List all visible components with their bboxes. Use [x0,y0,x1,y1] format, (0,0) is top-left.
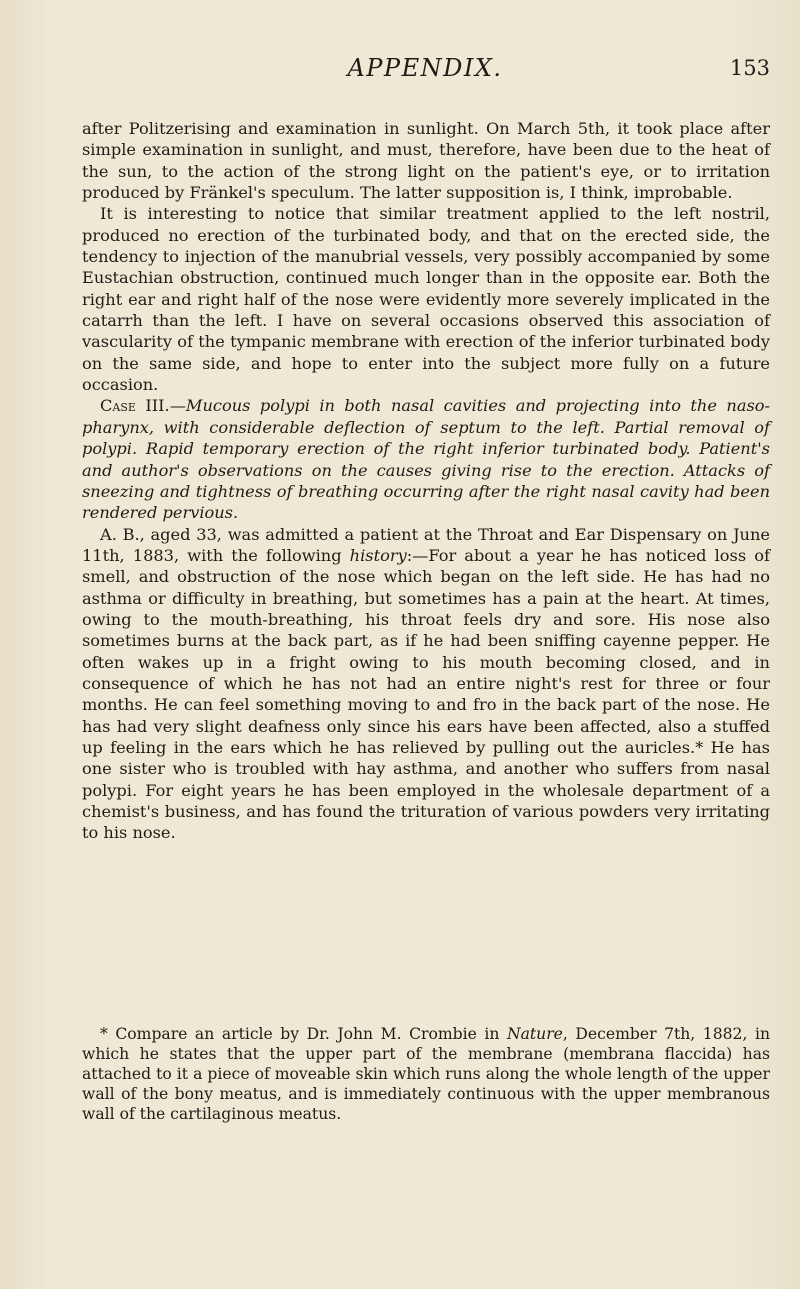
case-heading [82,395,770,523]
case-label: Case III. [100,396,170,416]
footnote-intro: * Compare an article by Dr. John M. Crombie in [100,1025,507,1043]
paragraph-observation: It is interesting to notice that similar treatment applied to the left nostril, produced no erection of the turbinated body, and that on the erected side, the tendency to injection of the manubrial vessels, very possibly accompanied by some Eustachian obstruction, continued much longer than in the opposite ear. Both the right ear and right half of the nose were evidently more severely implicated in the catarrh than the left. I have on several occasions observed this association of vascularity of the tympanic membrane with erection of the inferior turbinated body on the same side, and hope to enter into the subject more fully on a future occasion. [82,204,770,395]
case-history-intro: A. B., aged 33, was admitted a patient at the Throat and Ear Dispensary on June 11th, 1883, with the following [82,524,770,565]
page-header [80,54,770,88]
footnote-text [82,1025,770,1125]
footnote [82,1025,770,1125]
history-word: history [349,545,407,565]
case-history-body: :—For about a year he has noticed loss of smell, and obstruction of the nose which began on the left side. He has had no asthma or difficulty in breathing, but sometimes has a pain at the heart. At times, owing to the mouth-breathing, his throat feels dry and sore. His nose also sometimes burns at the back part, as if he had been sniffing cayenne pepper. He often wakes up in a fright owing to his mouth becoming closed, and in consequence of which he has not had an entire night's rest for three or four months. He can feel something moving to and fro in the back part of the nose. He has had very slight deafness only since his ears have been affected, also a stuffed up feeling in the ears which he has relieved by pulling out the auricles.* He has one sister who is troubled with hay asthma, and another who suffers from nasal polypi. For eight years he has been employed in the wholesale department of a chemist's business, and has found the trituration of various powders very irritating to his nose. [82,545,770,843]
paragraph-continuation: after Politzerising and examination in sunlight. On March 5th, it took place after simple examination in sunlight, and must, therefore, have been due to the heat of the sun, to the action of the strong light on the patient's eye, or to irritation produced by Fränkel's speculum. The latter supposition is, I think, improbable. [82,119,770,203]
running-title: APPENDIX. [347,54,503,82]
page-number: 153 [729,56,770,80]
body-text [82,118,770,844]
paragraph-case-history [82,524,770,844]
case-title: —Mucous polypi in both nasal cavities and projecting into the naso-pharynx, with considerable deflection of septum to the left. Partial removal of polypi. Rapid temporary erection of the right inferior turbinated body. Patient's and author's observations on the causes giving rise to the erection. Attacks of sneezing and tightness of breathing occurring after the right nasal cavity had been rendered pervious. [82,396,770,523]
footnote-body: , December 7th, 1882, in which he states that the upper part of the membrane (membrana flaccida) has attached to it a piece of moveable skin which runs along the whole length of the upper wall of the bony meatus, and is immediately continuous with the upper membranous wall of the cartilaginous meatus. [82,1025,770,1123]
footnote-journal: Nature [506,1025,563,1043]
